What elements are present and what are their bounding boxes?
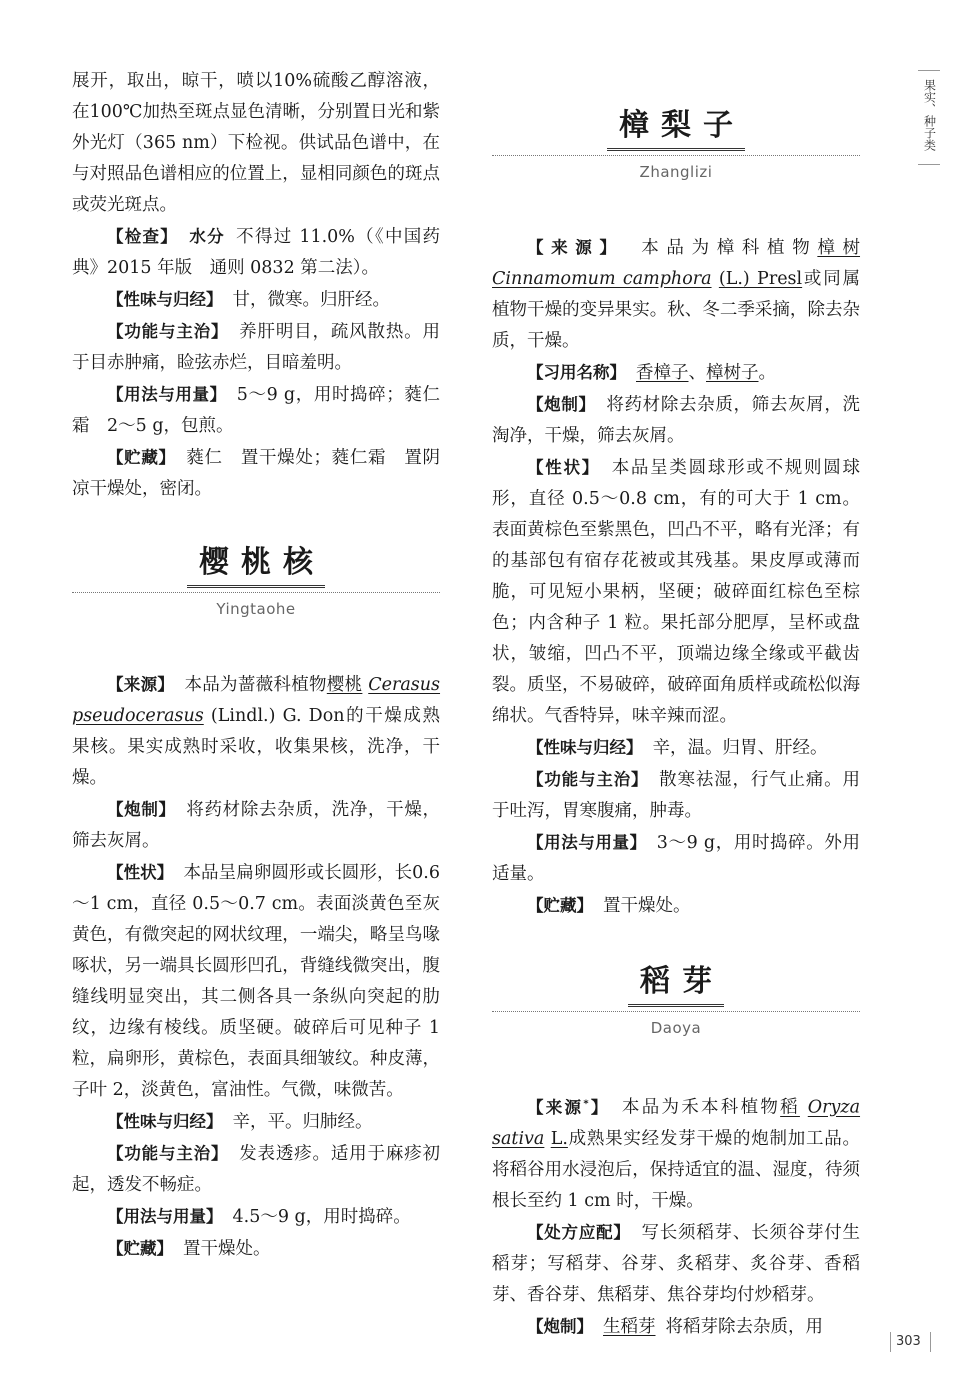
label-yongfa-2: 【用法与用量】 (107, 1207, 223, 1226)
section-xingzhuang (492, 452, 860, 732)
text-laiyuan-post: 的干燥成熟果核。果实成熟时采收，收集果核，洗净，干燥。 (72, 706, 441, 788)
right-column (492, 0, 860, 1343)
alias-2: 樟树子 (706, 363, 759, 383)
plant-name-2: 稻 (780, 1097, 800, 1118)
section-yongfa-2 (72, 1201, 440, 1233)
text-xingzhuang: 本品呈扁卵圆形或长圆形，长0.6～1 cm，直径 0.5～0.7 cm。表面淡黄色至灰黄色，有微突起的网状纹理，一端尖，略呈鸟喙啄状，另一端具长圆形凹孔，背缝线微突出，腹缝线明显突出，其二侧各具一条纵向突起的肋纹，边缘有棱线。质坚硬。破碎后可见种子 1 粒，扁卵形，黄棕色，表面具细皱纹。种皮薄，子叶 2，淡黄色，富油性。气微，味微苦。 (72, 863, 440, 1100)
plant-name: 樱桃 (326, 675, 363, 695)
alias-1: 香樟子 (636, 363, 689, 383)
text-paozhi: 将药材除去杂质，洗净，干燥，筛去灰屑。 (72, 800, 441, 851)
section-xingwei (492, 732, 860, 764)
text-xingwei: 甘，微寒。归肝经。 (232, 290, 390, 310)
divider (492, 1011, 860, 1012)
section-xingwei (72, 284, 440, 316)
section-laiyuan-2 (492, 1088, 860, 1217)
alias-end: 。 (758, 363, 776, 383)
section-chufang (492, 1217, 860, 1311)
label-chufang: 【处方应配】 (527, 1222, 631, 1242)
latin-name: Cerasus pseudocerasus (72, 675, 441, 726)
section-yongfa (492, 827, 860, 890)
text-yongfa: 5～9 g，用时捣碎；蕤仁霜 2～5 g，包煎。 (72, 385, 440, 436)
text-yongfa-2: 4.5～9 g，用时捣碎。 (232, 1207, 411, 1227)
label-paozhi: 【炮制】 (107, 800, 176, 819)
footnote-mark: * (583, 1098, 589, 1109)
label-zhucang-2: 【贮藏】 (107, 1239, 173, 1258)
section-header-daoya (492, 962, 860, 1038)
alias-separator: 、 (688, 363, 706, 383)
section-paozhi (492, 389, 860, 452)
divider (492, 155, 860, 156)
section-xingwei-2 (72, 1106, 440, 1138)
text-yongfa: 3～9 g，用时捣碎。外用适量。 (492, 833, 860, 884)
label-gongneng: 【功能与主治】 (527, 770, 649, 789)
text-gongneng-2: 发表透疹。适用于麻疹初起，透发不畅症。 (72, 1144, 441, 1195)
text-paozhi: 将药材除去杂质，筛去灰屑，洗淘净，干燥，筛去灰屑。 (492, 395, 861, 446)
section-zhucang-2 (72, 1233, 440, 1265)
left-column (72, 0, 440, 1265)
label-zhucang: 【贮藏】 (527, 896, 593, 915)
latin-name: Cinnamomum camphora (492, 269, 712, 289)
text-gongneng: 养肝明目，疏风散热。用于目赤肿痛，睑弦赤烂，目暗羞明。 (72, 322, 441, 373)
plant-name: 樟树 (817, 238, 861, 258)
section-laiyuan (72, 669, 440, 794)
label-laiyuan-2-close: 】 (588, 1097, 610, 1117)
paragraph-tlc-continued: 展开，取出，晾干，喷以10%硫酸乙醇溶液，在100℃加热至斑点显色清晰，分别置日光和紫外光灯（365 nm）下检视。供试品色谱中，在与对照品色谱相应的位置上，显相同颜色的斑点或荧光斑点。 (72, 71, 440, 215)
label-yongfa: 【用法与用量】 (527, 833, 647, 852)
label-gongneng-2: 【功能与主治】 (107, 1144, 229, 1163)
section-pinyin: Yingtaohe (216, 600, 296, 618)
text-laiyuan-post: 或同属植物干燥的变异果实。秋、冬二季采摘，除去杂质，干燥。 (492, 269, 860, 351)
page-number: 303 (896, 1334, 921, 1349)
section-zhucang (492, 890, 860, 922)
section-paozhi (72, 794, 440, 857)
text-laiyuan-pre: 本品为蔷薇科植物 (184, 675, 327, 695)
text-zhucang-2: 置干燥处。 (183, 1239, 271, 1259)
text-zhucang: 置干燥处。 (603, 896, 691, 916)
latin-author: (L.) Presl (718, 269, 803, 289)
text-xingwei: 辛，温。归胃、肝经。 (652, 738, 828, 758)
label-xingzhuang: 【性状】 (527, 458, 600, 477)
section-title: 樟梨子 (607, 106, 745, 151)
section-header-zhanglizi (492, 106, 860, 182)
text-xingwei-2: 辛，平。归肺经。 (232, 1112, 373, 1132)
section-pinyin: Zhanglizi (639, 163, 713, 181)
text-laiyuan-pre: 本品为樟科植物 (633, 238, 818, 258)
latin-author: (Lindl.) G. Don (210, 706, 345, 726)
divider (72, 592, 440, 593)
latin-author-2: L. (550, 1128, 568, 1149)
label-xiyong: 【习用名称】 (527, 363, 626, 382)
section-xiyong (492, 357, 860, 389)
sublabel-water: 水分 (188, 227, 225, 246)
section-yongfa (72, 379, 440, 442)
section-gongneng (492, 764, 860, 827)
label-jiancha: 【检查】 (107, 227, 179, 246)
text-jiancha: 不得过 11.0%（《中国药典》2015 年版 通则 0832 第二法）。 (72, 227, 441, 278)
section-title: 稻芽 (628, 962, 724, 1007)
sublabel-sheng-daoya: 生稻芽 (603, 1316, 656, 1337)
tab-bottom-rule (918, 164, 940, 165)
category-label (918, 71, 940, 164)
section-paozhi-2 (492, 1311, 860, 1343)
section-pinyin: Daoya (650, 1019, 702, 1037)
label-laiyuan-2 (527, 1098, 610, 1117)
label-laiyuan: 【来源】 (107, 675, 175, 694)
section-header-yingtaohe (72, 543, 440, 619)
label-paozhi: 【炮制】 (527, 395, 596, 414)
section-gongneng-2 (72, 1138, 440, 1201)
label-xingzhuang: 【性状】 (107, 863, 174, 882)
label-gongneng: 【功能与主治】 (107, 322, 229, 341)
text-zhucang: 蕤仁 置干燥处；蕤仁霜 置阴凉干燥处，密闭。 (72, 448, 441, 499)
label-zhucang: 【贮藏】 (107, 448, 176, 467)
section-jiancha (72, 221, 440, 284)
section-gongneng (72, 316, 440, 379)
text-paozhi-2: 将稻芽除去杂质，用 (665, 1316, 823, 1337)
label-xingwei: 【性味与归经】 (527, 738, 643, 757)
latin-name-2: Oryza sativa (492, 1097, 861, 1149)
label-laiyuan-2-text: 【来源 (527, 1097, 584, 1117)
side-category-tab (918, 70, 940, 165)
section-title: 樱桃核 (187, 543, 325, 588)
label-yongfa: 【用法与用量】 (107, 385, 227, 404)
label-paozhi-2: 【炮制】 (527, 1316, 593, 1336)
text-laiyuan-2-pre: 本品为禾本科植物 (619, 1097, 781, 1118)
section-laiyuan (492, 232, 860, 357)
text-laiyuan-2-post: 成熟果实经发芽干燥的炮制加工品。将稻谷用水浸泡后，保持适宜的温、湿度，待须根长至约 1 cm 时，干燥。 (492, 1128, 860, 1211)
label-xingwei: 【性味与归经】 (107, 290, 223, 309)
label-laiyuan: 【来源】 (527, 238, 624, 257)
label-xingwei-2: 【性味与归经】 (107, 1112, 223, 1131)
text-gongneng: 散寒祛湿，行气止痛。用于吐泻，胃寒腹痛，肿毒。 (492, 770, 861, 821)
category-text: 果实、种子类 (922, 79, 937, 151)
section-xingzhuang (72, 857, 440, 1106)
text-chufang: 写长须稻芽、长须谷芽付生稻芽；写稻芽、谷芽、炙稻芽、炙谷芽、香稻芽、香谷芽、焦稻芽、焦谷芽均付炒稻芽。 (492, 1222, 861, 1305)
text-xingzhuang: 本品呈类圆球形或不规则圆球形，直径 0.5～0.8 cm，有的可大于 1 cm。表面黄棕色至紫黑色，凹凸不平，略有光泽；有的基部包有宿存花被或其残基。果皮厚或薄而脆，可见短小果柄，坚硬；破碎面红棕色至棕色；内含种子 1 粒。果托部分肥厚，呈杯或盘状，皱缩，凹凸不平，顶端边缘全缘或平截齿裂。质坚，不易破碎，破碎面角质样或疏松似海绵状。气香特异，味辛辣而涩。 (492, 458, 861, 726)
section-zhucang (72, 442, 440, 505)
